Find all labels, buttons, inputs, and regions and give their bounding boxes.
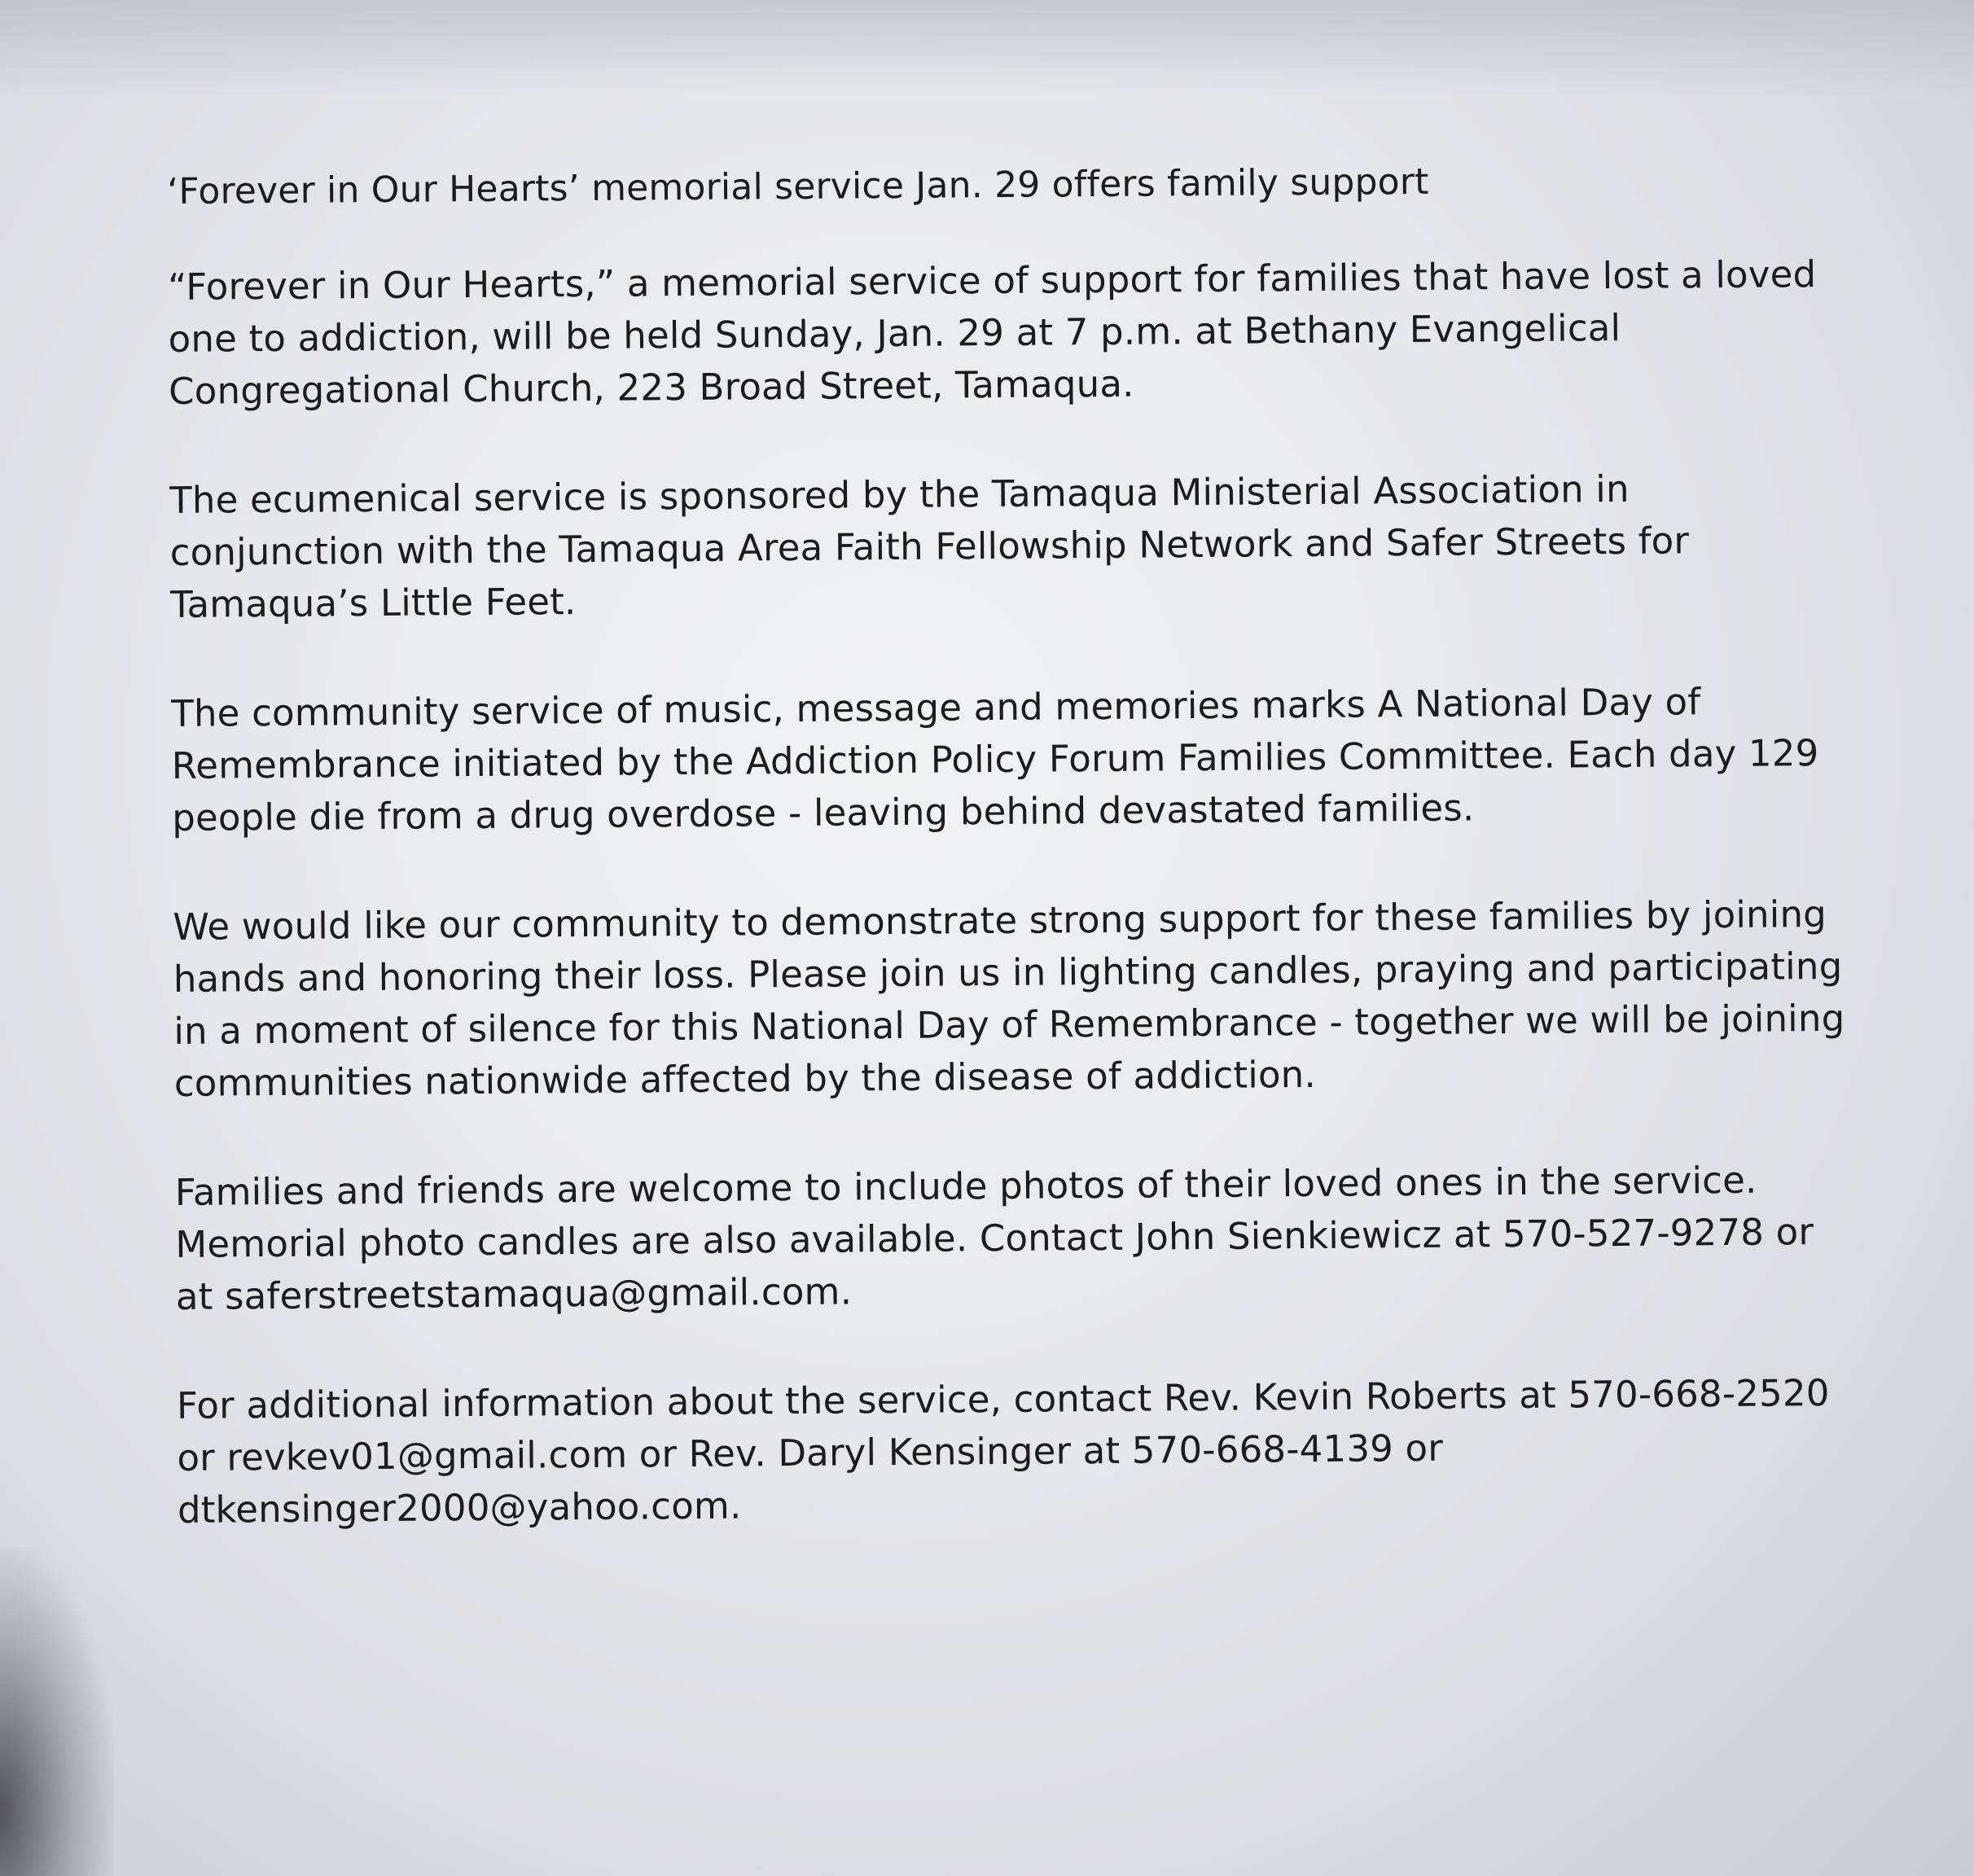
paragraph-event-details: “Forever in Our Hearts,” a memorial service of support for families that have lost a loved one to addiction, will be held Sunday, Jan. 29 at 7 p.m. at Bethany Evangelical Congregational Church, 223 Broad Street, Tamaqua. [167, 252, 1817, 413]
paragraph-additional-info: For additional information about the service, contact Rev. Kevin Roberts at 570-668-2520 or revkev01@gmail.com or Rev. Daryl Kensinger at 570-668-4139 or dtkensinger2000@yahoo.com. [176, 1371, 1830, 1532]
paragraph-community-support: We would like our community to demonstrate strong support for these families by joining hands and honoring their loss. Please join us in lighting candles, praying and participating in a moment of silence for this National Day of Remembrance - together we will be joining communities nationwide affected by the disease of addiction. [173, 892, 1845, 1105]
headline: ‘Forever in Our Hearts’ memorial service Jan. 29 offers family support [167, 160, 1429, 213]
paragraph-day-of-remembrance: The community service of music, message and memories marks A National Day of Remembrance initiated by the Addiction Policy Forum Families Committee. Each day 129 people die from a drug overdose - leaving behind devastated families. [171, 680, 1819, 839]
paragraph-sponsors: The ecumenical service is sponsored by the Tamaqua Ministerial Association in conjunction with the Tamaqua Area Faith Fellowship Network and Safer Streets for Tamaqua’s Little Feet. [169, 467, 1690, 626]
paragraph-photos-contact: Families and friends are welcome to include photos of their loved ones in the service. Memorial photo candles are also available. Contact John Sienkiewicz at 570-527-9278 or at saferstreetstamaqua@gmail.com. [174, 1158, 1814, 1318]
paper-top-shading [0, 0, 1974, 98]
press-release [167, 154, 1856, 1593]
paper-corner-shadow [0, 1547, 114, 1876]
